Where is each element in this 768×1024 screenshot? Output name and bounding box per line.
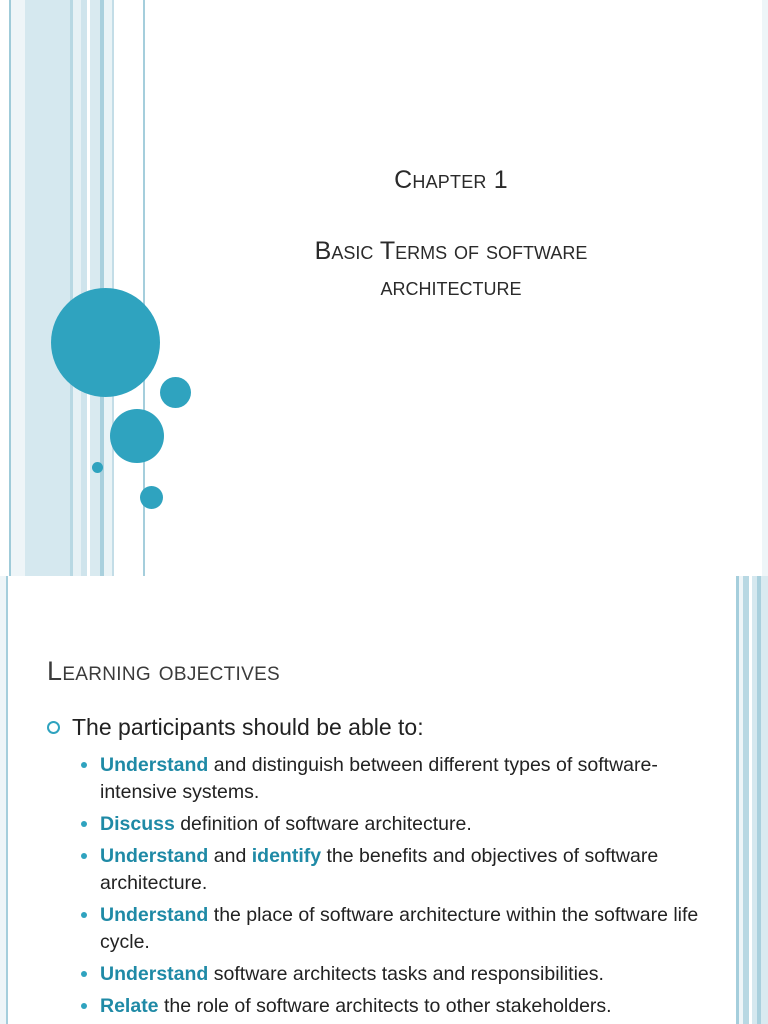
objective-text: and distinguish between different types of software-intensive systems. (100, 754, 658, 803)
ring-bullet-icon (47, 721, 60, 734)
decor-stripe (11, 0, 25, 576)
objective-text: the place of software architecture within the software life cycle. (100, 904, 699, 953)
list-item (78, 902, 708, 956)
list-item (78, 811, 708, 838)
chapter-subtitle (150, 233, 752, 305)
decor-stripe (0, 0, 9, 576)
bullet-dot-icon (81, 912, 87, 918)
objective-keyword: identify (251, 845, 322, 867)
objective-keyword: Discuss (100, 813, 175, 835)
intro-text: The participants should be able to: (72, 714, 424, 740)
objective-keyword: Understand (100, 754, 209, 776)
objectives-list (78, 752, 708, 1024)
intro-bullet (47, 714, 424, 741)
decor-circle-small (140, 486, 163, 509)
list-item (78, 993, 708, 1020)
bullet-dot-icon (81, 821, 87, 827)
chapter-title: Chapter 1 (394, 166, 508, 194)
chapter-subtitle-line: Basic Terms of software (314, 237, 588, 265)
bullet-dot-icon (81, 971, 87, 977)
objective-text: the role of software architects to other stakeholders. (158, 995, 612, 1017)
decor-circle-large (51, 288, 160, 397)
objective-keyword: Understand (100, 963, 209, 985)
objective-text: software architects tasks and responsibilities. (208, 963, 604, 985)
objective-text: and (208, 845, 252, 867)
slide-heading: Learning objectives (47, 656, 281, 686)
bullet-dot-icon (81, 1003, 87, 1009)
bullet-dot-icon (81, 853, 87, 859)
decor-stripe (761, 576, 768, 1024)
objective-keyword: Understand (100, 845, 209, 867)
objectives-slide (0, 576, 768, 1024)
decor-stripe (762, 0, 768, 576)
decor-circle-medium (110, 409, 164, 463)
objective-text: definition of software architecture. (174, 813, 472, 835)
bullet-dot-icon (81, 762, 87, 768)
list-item (78, 843, 708, 897)
objective-keyword: Relate (100, 995, 159, 1017)
decor-circle-small (160, 377, 191, 408)
objective-keyword: Understand (100, 904, 209, 926)
decor-stripe (73, 0, 81, 576)
objective-text: the benefits and objectives of software architecture. (100, 845, 659, 894)
list-item (78, 961, 708, 988)
list-item (78, 752, 708, 806)
decor-stripe (25, 0, 70, 576)
chapter-subtitle-line: architecture (380, 273, 522, 301)
decor-stripe (6, 576, 8, 1024)
decor-circle-dot (92, 462, 103, 473)
